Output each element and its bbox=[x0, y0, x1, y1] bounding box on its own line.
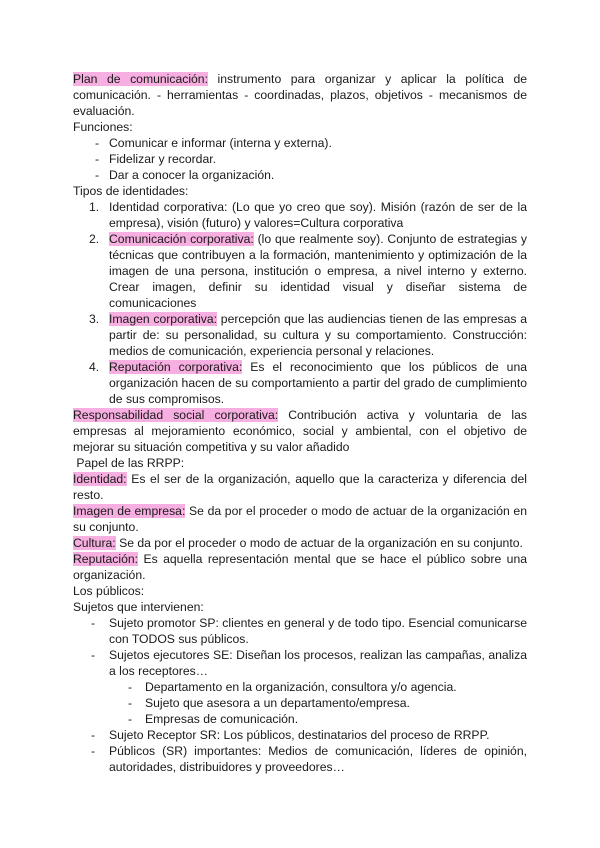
numbered-item: 1. Identidad corporativa: (Lo que yo creo que soy). Misión (razón de ser de la empresa), visión (futuro) y valores=Cultura corporativa bbox=[89, 200, 527, 230]
highlight-term: Imagen de empresa: bbox=[73, 504, 186, 518]
funciones-heading: Funciones: bbox=[73, 120, 133, 134]
definition-paragraph: Identidad: Es el ser de la organización, aquello que la caracteriza y diferencia del resto. bbox=[73, 472, 527, 502]
sub-list-item: - Sujeto que asesora a un departamento/empresa. bbox=[128, 696, 410, 710]
numbered-item: 2. Comunicación corporativa: (lo que realmente soy). Conjunto de estrategias y técnicas que contribuyen a la formación, mantenimiento y optimización de la imagen de una persona, institución o empresa, a nivel interno y externo. Crear imagen, definir su identidad visual y diseñar sistema de comunicaciones bbox=[89, 232, 527, 310]
rsc-paragraph: Responsabilidad social corporativa: Contribución activa y voluntaria de las empresas al mejoramiento económico, social y ambiental, con el objetivo de mejorar su situación competitiva y su valor añadido bbox=[73, 408, 527, 454]
highlight-term: Reputación: bbox=[73, 552, 139, 566]
sub-list-item: - Empresas de comunicación. bbox=[128, 712, 299, 726]
highlight-term: Plan de comunicación: bbox=[73, 72, 208, 86]
tipos-heading: Tipos de identidades: bbox=[73, 184, 189, 198]
definition-paragraph: Imagen de empresa: Se da por el proceder o modo de actuar de la organización en su conjunto. bbox=[73, 504, 527, 534]
highlight-term: Comunicación corporativa: bbox=[109, 232, 254, 246]
document-body bbox=[73, 71, 527, 775]
list-item: - Sujeto promotor SP: clientes en general y de todo tipo. Esencial comunicarse con TODOS sus públicos. bbox=[91, 616, 527, 646]
list-item: - Públicos (SR) importantes: Medios de comunicación, líderes de opinión, autoridades, distribuidores y proveedores… bbox=[91, 744, 527, 774]
highlight-term: Cultura: bbox=[73, 536, 116, 550]
paragraph-text: instrumento para organizar y aplicar la política de comunicación. - herramientas - coordinadas, plazos, objetivos - mecanismos de evaluación. bbox=[73, 72, 528, 118]
plan-paragraph bbox=[73, 71, 527, 119]
highlight-term: Responsabilidad social corporativa: bbox=[73, 408, 279, 422]
papel-heading: Papel de las RRPP: bbox=[73, 456, 185, 470]
highlight-term: Reputación corporativa: bbox=[109, 360, 243, 374]
definition-paragraph: Reputación: Es aquella representación mental que se hace el público sobre una organización. bbox=[73, 552, 527, 582]
highlight-term: Identidad: bbox=[73, 472, 127, 486]
list-item: - Comunicar e informar (interna y externa). bbox=[95, 136, 332, 150]
list-item: - Sujeto Receptor SR: Los públicos, destinatarios del proceso de RRPP. bbox=[91, 728, 490, 742]
definition-paragraph: Cultura: Se da por el proceder o modo de actuar de la organización en su conjunto. bbox=[73, 536, 523, 550]
list-item: - Sujetos ejecutores SE: Diseñan los procesos, realizan las campañas, analiza a los receptores… bbox=[91, 648, 527, 678]
numbered-item: 4. Reputación corporativa: Es el reconocimiento que los públicos de una organización hacen de su comportamiento a partir del grado de cumplimiento de sus compromisos. bbox=[89, 360, 527, 406]
sub-list-item: - Departamento en la organización, consultora y/o agencia. bbox=[128, 680, 457, 694]
highlight-term: Imagen corporativa: bbox=[109, 312, 218, 326]
numbered-item: 3. Imagen corporativa: percepción que las audiencias tienen de las empresas a partir de: su personalidad, su cultura y su comportamiento. Construcción: medios de comunicación, experiencia personal y relaciones. bbox=[89, 312, 527, 358]
sujetos-heading: Sujetos que intervienen: bbox=[73, 600, 204, 614]
list-item: - Fidelizar y recordar. bbox=[95, 152, 217, 166]
publicos-heading: Los públicos: bbox=[73, 584, 145, 598]
list-item: - Dar a conocer la organización. bbox=[95, 168, 275, 182]
